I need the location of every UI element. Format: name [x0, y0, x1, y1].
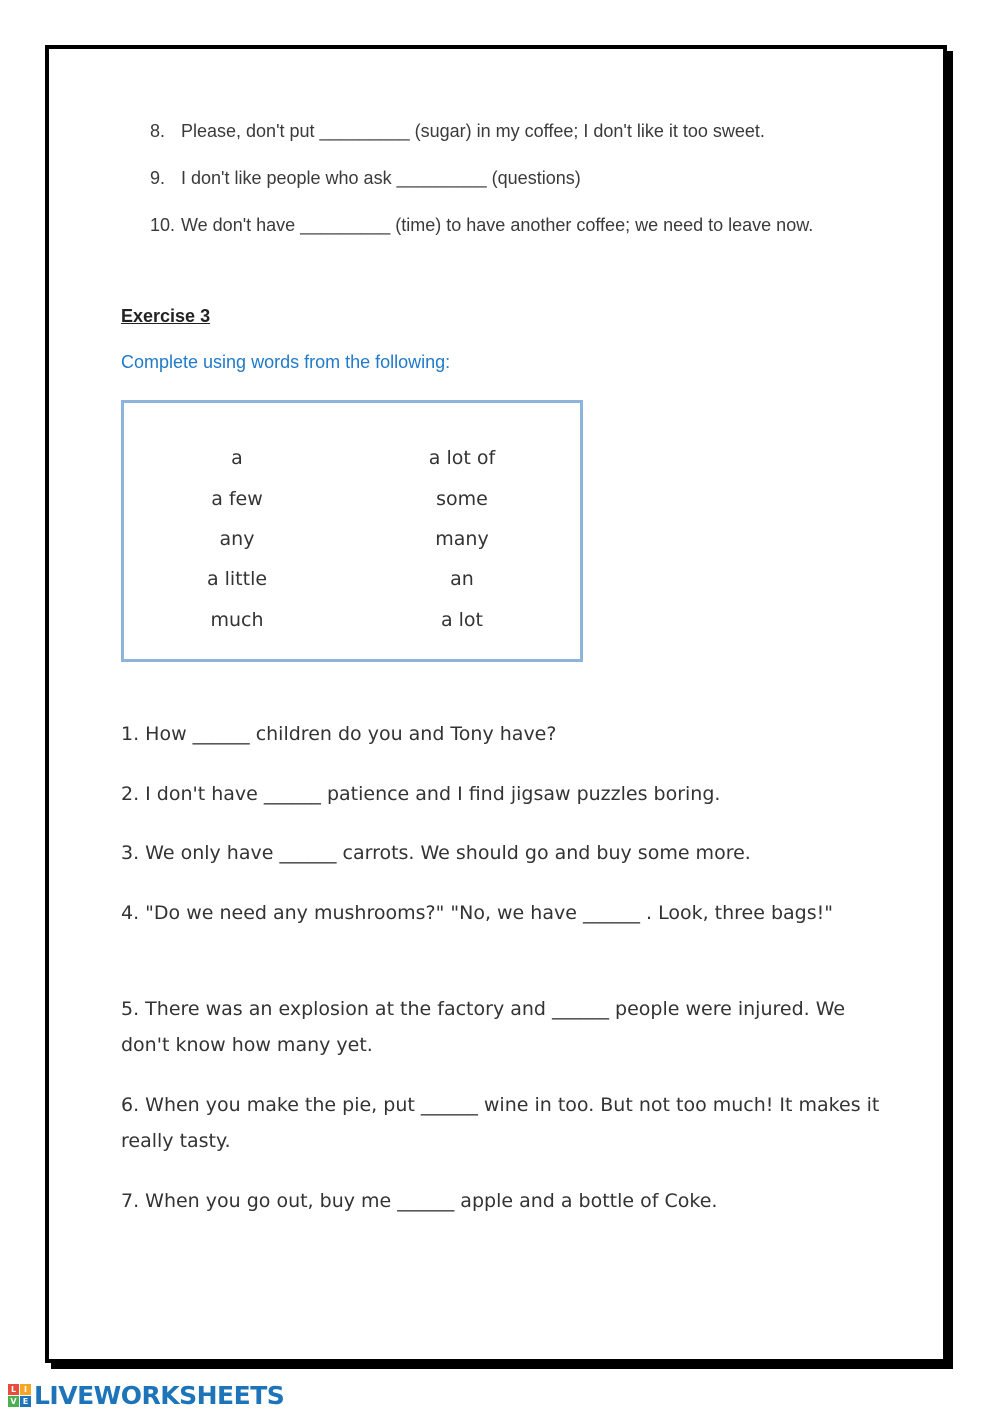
word-bank-item: many — [435, 528, 489, 550]
exercise-2-remaining-items — [150, 120, 870, 261]
word-bank-item: a lot of — [428, 447, 496, 469]
word-bank-item: much — [210, 609, 264, 631]
exercise-title: Exercise 3 — [121, 306, 211, 326]
list-item — [150, 167, 870, 190]
word-bank-item: a little — [206, 568, 268, 590]
word-bank-item: an — [450, 568, 474, 590]
list-item — [150, 214, 870, 237]
item-text: We don't have _________ (time) to have another coffee; we need to leave now. — [181, 215, 814, 235]
question-2: 2. I don't have ______ patience and I find jigsaw puzzles boring. — [121, 783, 721, 805]
item-number: 9. — [150, 168, 166, 188]
question-4: 4. "Do we need any mushrooms?" "No, we have ______ . Look, three bags!" — [121, 902, 833, 924]
question-5: 5. There was an explosion at the factory and ______ people were injured. We don't know how many yet. — [121, 998, 846, 1056]
item-number: 10. — [150, 215, 176, 235]
question-7: 7. When you go out, buy me ______ apple and a bottle of Coke. — [121, 1190, 718, 1212]
question-1: 1. How ______ children do you and Tony have? — [121, 723, 557, 745]
item-text: I don't like people who ask _________ (questions) — [181, 168, 581, 188]
word-bank-item: a — [231, 447, 243, 469]
word-bank — [121, 400, 583, 662]
list-item — [150, 120, 870, 143]
logo-text: LIVEWORKSHEETS — [34, 1380, 285, 1410]
item-text: Please, don't put _________ (sugar) in my coffee; I don't like it too sweet. — [181, 121, 765, 141]
exercise-instruction: Complete using words from the following: — [121, 352, 451, 372]
word-bank-item: any — [219, 528, 255, 550]
word-bank-item: some — [436, 488, 488, 510]
word-bank-item: a few — [211, 488, 263, 510]
liveworksheets-logo[interactable] — [8, 1380, 284, 1410]
question-3: 3. We only have ______ carrots. We should go and buy some more. — [121, 842, 751, 864]
question-6: 6. When you make the pie, put ______ wine in too. But not too much! It makes it really tasty. — [121, 1094, 880, 1152]
item-number: 8. — [150, 121, 166, 141]
logo-blocks-icon: L I V E — [8, 1384, 31, 1407]
word-bank-item: a lot — [440, 609, 484, 631]
